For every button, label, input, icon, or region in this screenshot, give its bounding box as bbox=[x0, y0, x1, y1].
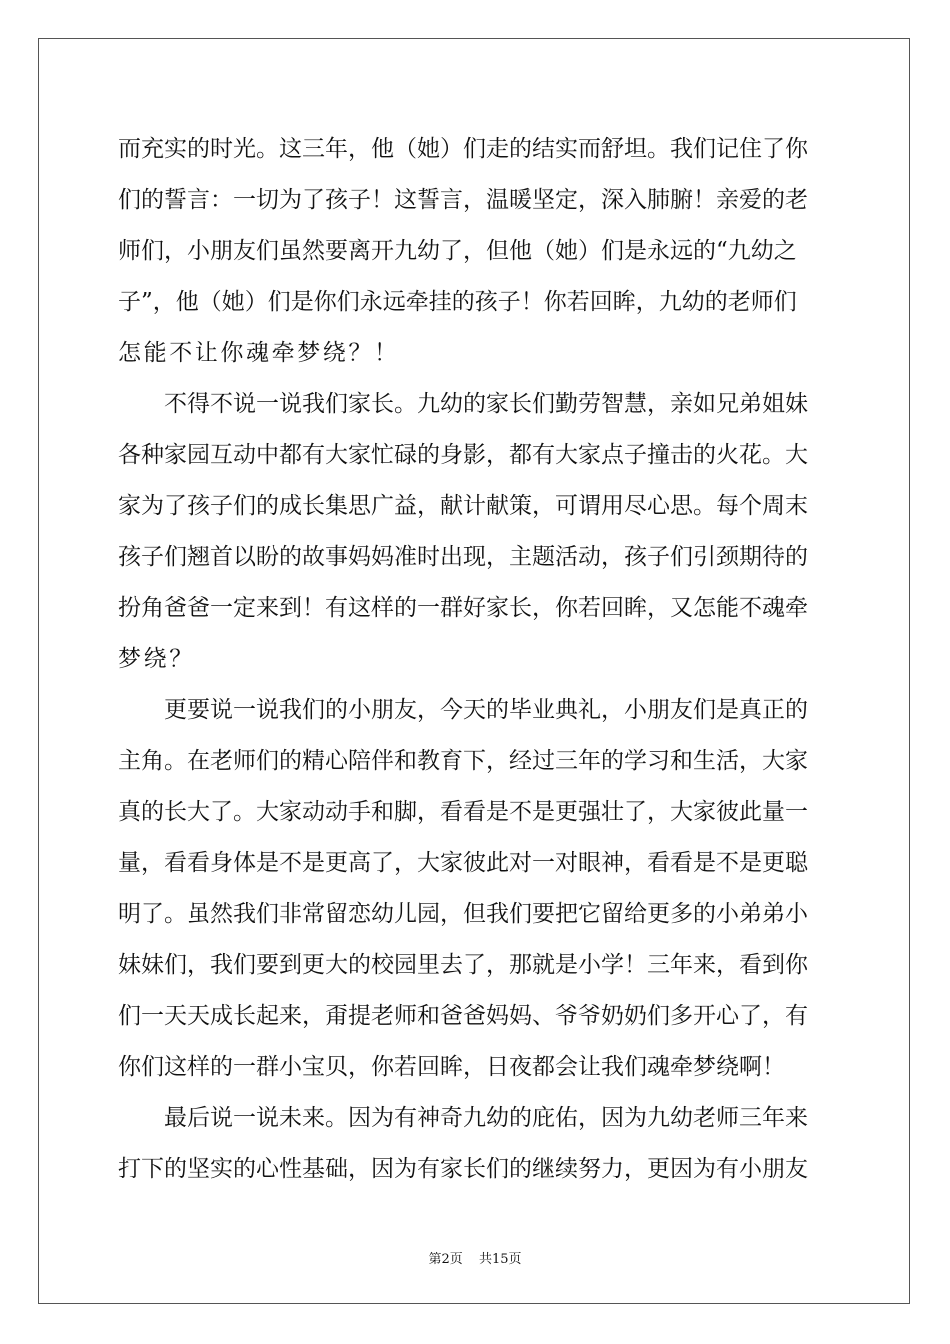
text-line: 最后说一说未来。因为有神奇九幼的庇佑，因为九幼老师三年来 bbox=[164, 1105, 808, 1131]
text-line: 孩子们翘首以盼的故事妈妈准时出现，主题活动，孩子们引颈期待的 bbox=[118, 544, 808, 570]
document-body bbox=[118, 124, 834, 1195]
page-number: 第2页 bbox=[428, 1252, 463, 1267]
text-line: 梦绕？ bbox=[118, 646, 195, 672]
text-line: 你们这样的一群小宝贝，你若回眸，日夜都会让我们魂牵梦绕啊！ bbox=[118, 1054, 785, 1080]
text-line: 各种家园互动中都有大家忙碌的身影，都有大家点子撞击的火花。大 bbox=[118, 442, 808, 468]
text-line: 妹妹们，我们要到更大的校园里去了，那就是小学！三年来，看到你 bbox=[118, 952, 808, 978]
text-line: 明了。虽然我们非常留恋幼儿园，但我们要把它留给更多的小弟弟小 bbox=[118, 901, 808, 927]
text-line: 师们，小朋友们虽然要离开九幼了，但他（她）们是永远的“九幼之 bbox=[118, 238, 797, 264]
text-line: 更要说一说我们的小朋友，今天的毕业典礼，小朋友们是真正的 bbox=[164, 697, 808, 723]
text-line: 打下的坚实的心性基础，因为有家长们的继续努力，更因为有小朋友 bbox=[118, 1156, 808, 1182]
page-total: 共15页 bbox=[478, 1252, 522, 1267]
text-line: 主角。在老师们的精心陪伴和教育下，经过三年的学习和生活，大家 bbox=[118, 748, 808, 774]
text-line: 量，看看身体是不是更高了，大家彼此对一对眼神，看看是不是更聪 bbox=[118, 850, 808, 876]
text-line: 子”，他（她）们是你们永远牵挂的孩子！你若回眸，九幼的老师们 bbox=[118, 289, 797, 315]
text-line: 不得不说一说我们家长。九幼的家长们勤劳智慧，亲如兄弟姐妹 bbox=[164, 391, 808, 417]
text-line: 扮角爸爸一定来到！有这样的一群好家长，你若回眸，又怎能不魂牵 bbox=[118, 595, 808, 621]
page-footer bbox=[0, 1248, 950, 1267]
text-line: 们的誓言：一切为了孩子！这誓言，温暖坚定，深入肺腑！亲爱的老 bbox=[118, 187, 808, 213]
text-line: 怎能不让你魂牵梦绕？！ bbox=[118, 340, 400, 366]
text-line: 们一天天成长起来，甭提老师和爸爸妈妈、爷爷奶奶们多开心了，有 bbox=[118, 1003, 808, 1029]
text-line: 家为了孩子们的成长集思广益，献计献策，可谓用尽心思。每个周末 bbox=[118, 493, 808, 519]
text-line: 而充实的时光。这三年，他（她）们走的结实而舒坦。我们记住了你 bbox=[118, 136, 808, 162]
text-line: 真的长大了。大家动动手和脚，看看是不是更强壮了，大家彼此量一 bbox=[118, 799, 808, 825]
